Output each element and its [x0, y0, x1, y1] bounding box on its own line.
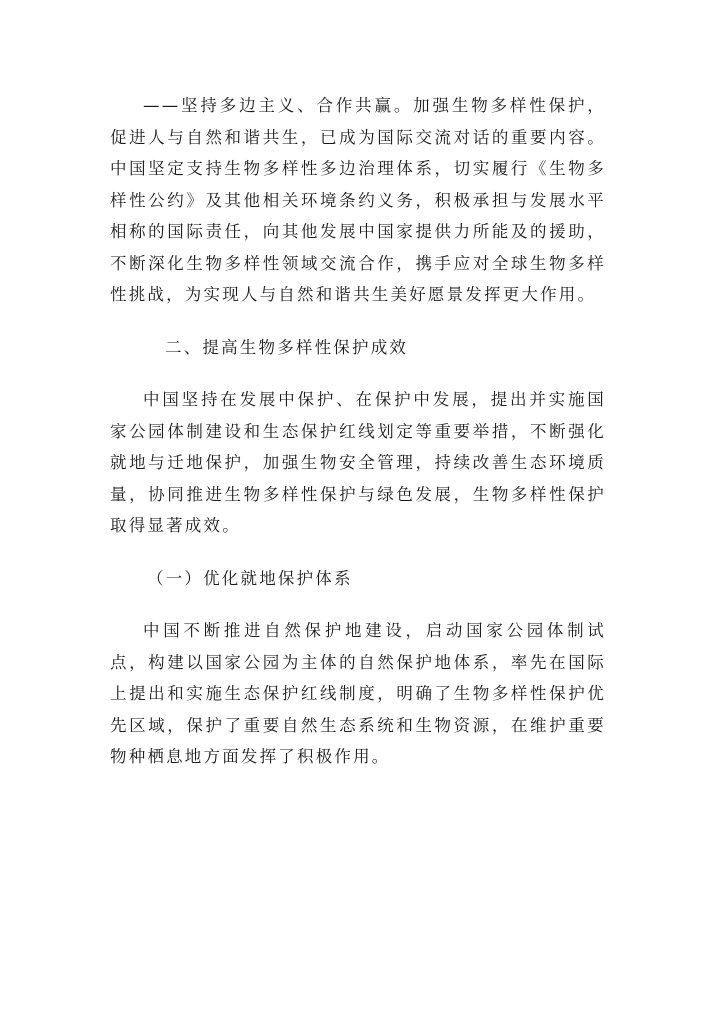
subsection-heading-1: （一）优化就地保护体系 [147, 568, 353, 588]
section-heading-2: 二、提高生物多样性保护成效 [165, 337, 409, 357]
spacer [110, 542, 606, 563]
paragraph-in-situ-protection: 中国不断推进自然保护地建设，启动国家公园体制试点，构建以国家公园为主体的自然保护地体系，率先在国际上提出和实施生态保护红线制度，明确了生物多样性保护优先区域，保护了重要自然生态系统和生物资源，在维护重要物种栖息地方面发挥了积极作用。 [110, 621, 606, 766]
spacer [110, 311, 606, 332]
spacer [110, 363, 606, 384]
paragraph-multilateralism: ——坚持多边主义、合作共赢。加强生物多样性保护，促进人与自然和谐共生，已成为国际交流对话的重要内容。中国坚定支持生物多样性多边治理体系，切实履行《生物多样性公约》及其他相关环境条约义务，积极承担与发展水平相称的国际责任，向其他发展中国家提供力所能及的援助，不断深化生物多样性领域交流合作，携手应对全球生物多样性挑战，为实现人与自然和谐共生美好愿景发挥更大作用。 [110, 96, 606, 304]
document-page [110, 90, 606, 773]
paragraph-protection-effectiveness: 中国坚持在发展中保护、在保护中发展，提出并实施国家公园体制建设和生态保护红线划定等重要举措，不断强化就地与迁地保护，加强生物安全管理，持续改善生态环境质量，协同推进生物多样性保护与绿色发展，生物多样性保护取得显著成效。 [110, 390, 606, 535]
spacer [110, 594, 606, 615]
